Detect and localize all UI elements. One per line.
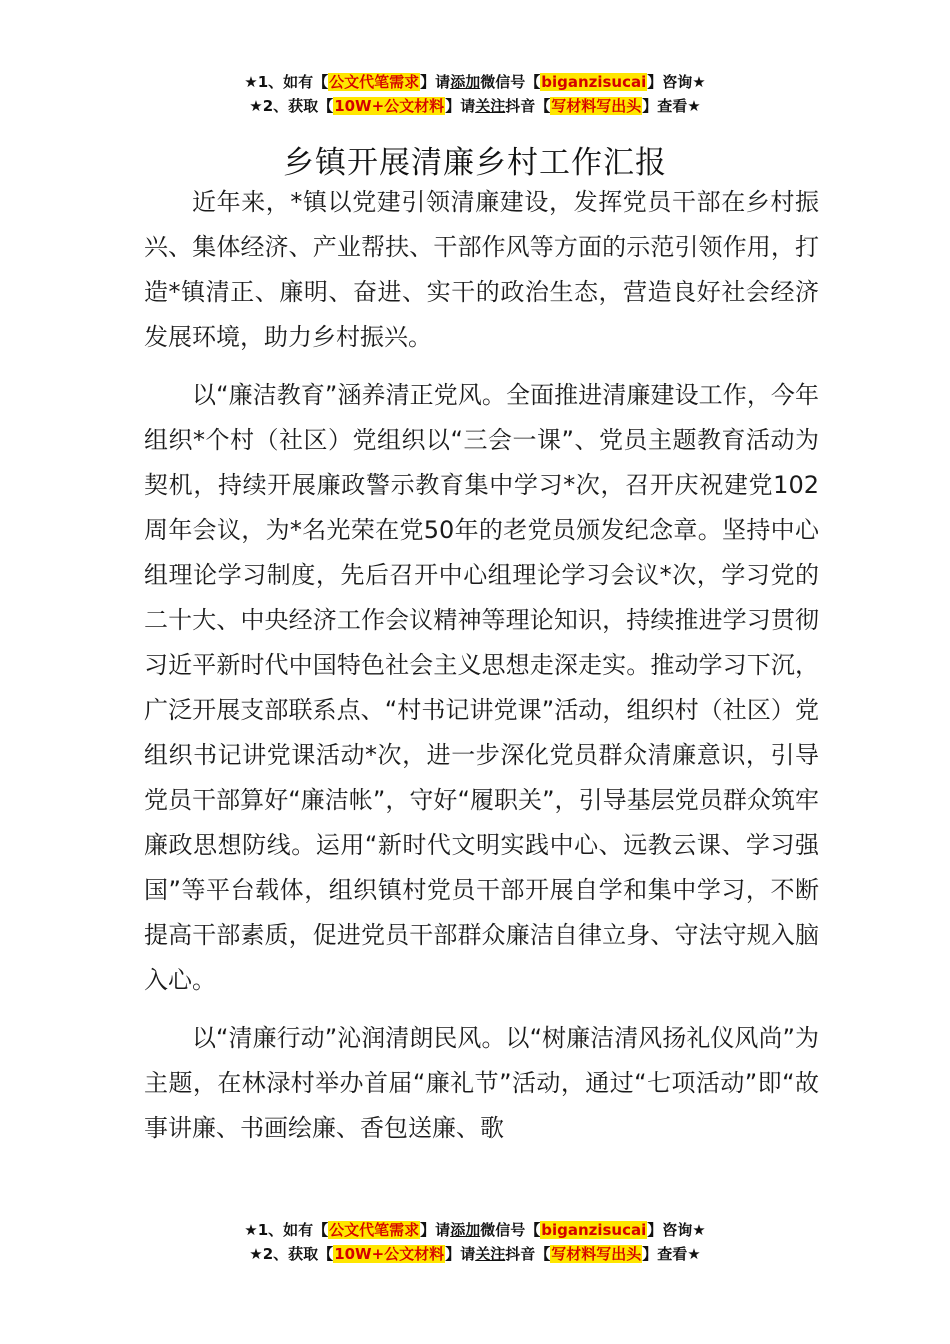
promo-text: 】请 <box>420 1221 451 1239</box>
promo-highlight: 10W+公文材料 <box>334 97 445 115</box>
promo-text: 抖音【 <box>505 97 551 115</box>
promo-text: 】咨询★ <box>647 1221 706 1239</box>
promo-text: ★2、获取【 <box>249 1245 334 1263</box>
promo-highlight: 公文代笔需求 <box>329 73 420 91</box>
promo-douyin-id: 写材料写出头 <box>551 97 642 115</box>
promo-text: 】请 <box>445 97 476 115</box>
promo-underlined: 关注 <box>475 97 506 115</box>
promo-highlight: 公文代笔需求 <box>329 1221 420 1239</box>
promo-line-2 <box>0 1242 950 1266</box>
footer-promo-banner <box>0 1218 950 1266</box>
promo-text: 】请 <box>445 1245 476 1263</box>
promo-underlined: 关注 <box>475 1245 506 1263</box>
promo-line-2 <box>0 94 950 118</box>
promo-text: 】查看★ <box>642 97 701 115</box>
promo-text: 微信号【 <box>480 73 541 91</box>
promo-text: 】咨询★ <box>647 73 706 91</box>
promo-text: ★1、如有【 <box>244 1221 329 1239</box>
promo-wechat-id: biganzisucai <box>541 1221 647 1239</box>
promo-text: 】查看★ <box>642 1245 701 1263</box>
promo-text: ★2、获取【 <box>249 97 334 115</box>
promo-text: 】请 <box>420 73 451 91</box>
paragraph-intro: 近年来，*镇以党建引领清廉建设，发挥党员干部在乡村振兴、集体经济、产业帮扶、干部作风等方面的示范引领作用，打造*镇清正、廉明、奋进、实干的政治生态，营造良好社会经济发展环境，助力乡村振兴。 <box>144 188 819 351</box>
promo-wechat-id: biganzisucai <box>541 73 647 91</box>
promo-text: 微信号【 <box>480 1221 541 1239</box>
promo-line-1 <box>0 70 950 94</box>
promo-highlight: 10W+公文材料 <box>334 1245 445 1263</box>
header-promo-banner <box>0 70 950 118</box>
document-title: 乡镇开展清廉乡村工作汇报 <box>283 144 667 181</box>
promo-text: 抖音【 <box>505 1245 551 1263</box>
paragraph-integrity-action: 以“清廉行动”沁润清朗民风。以“树廉洁清风扬礼仪风尚”为主题，在林渌村举办首届“廉礼节”活动，通过“七项活动”即“故事讲廉、书画绘廉、香包送廉、歌 <box>144 1024 819 1142</box>
promo-douyin-id: 写材料写出头 <box>551 1245 642 1263</box>
document-body <box>144 180 819 1164</box>
promo-line-1 <box>0 1218 950 1242</box>
promo-underlined: 添加 <box>450 73 481 91</box>
paragraph-integrity-education: 以“廉洁教育”涵养清正党风。全面推进清廉建设工作，今年组织*个村（社区）党组织以“三会一课”、党员主题教育活动为契机，持续开展廉政警示教育集中学习*次，召开庆祝建党102周年会议，为*名光荣在党50年的老党员颁发纪念章。坚持中心组理论学习制度，先后召开中心组理论学习会议*次，学习党的二十大、中央经济工作会议精神等理论知识，持续推进学习贯彻习近平新时代中国特色社会主义思想走深走实。推动学习下沉，广泛开展支部联系点、“村书记讲党课”活动，组织村（社区）党组织书记讲党课活动*次，进一步深化党员群众清廉意识，引导党员干部算好“廉洁帐”，守好“履职关”，引导基层党员群众筑牢廉政思想防线。运用“新时代文明实践中心、远教云课、学习强国”等平台载体，组织镇村党员干部开展自学和集中学习，不断提高干部素质，促进党员干部群众廉洁自律立身、守法守规入脑入心。 <box>144 381 819 994</box>
promo-text: ★1、如有【 <box>244 73 329 91</box>
promo-underlined: 添加 <box>450 1221 481 1239</box>
